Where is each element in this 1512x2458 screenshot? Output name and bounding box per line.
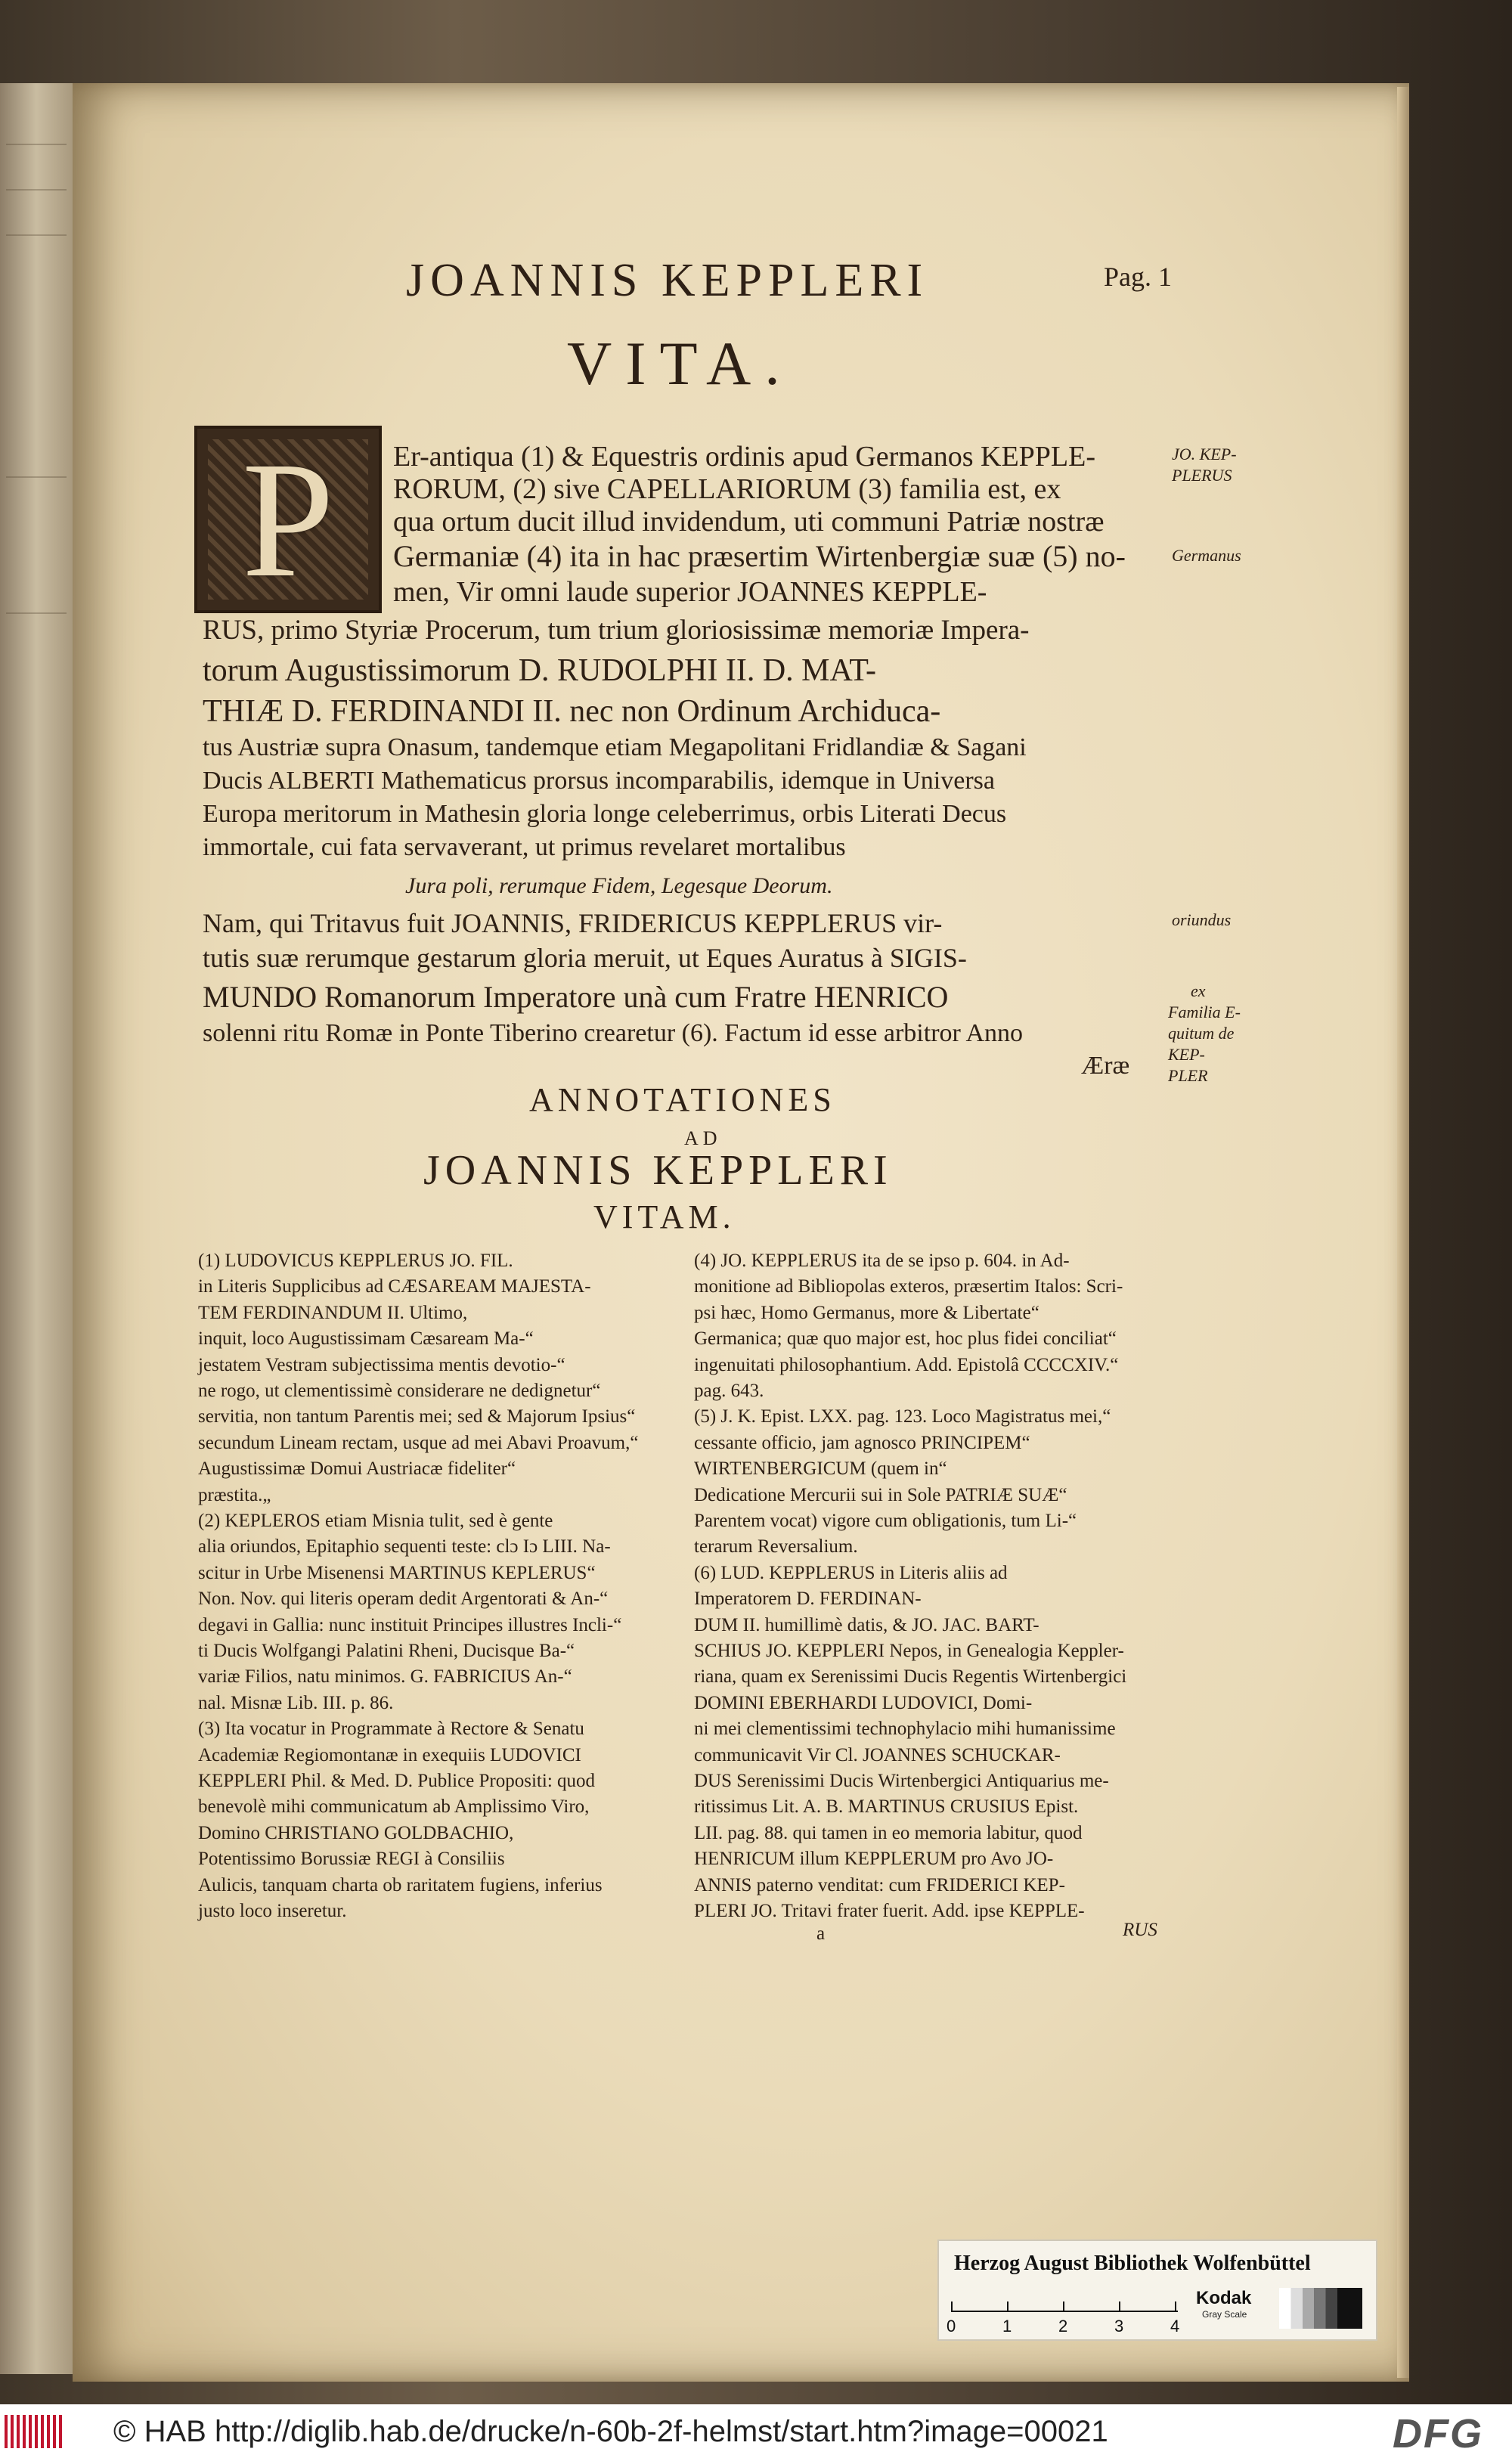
annotation-line: benevolè mihi communicatum ab Amplissimo Viro,: [198, 1796, 590, 1818]
annotation-line: monitione ad Bibliopolas exteros, præsertim Italos: Scri-: [694, 1276, 1123, 1297]
annotation-line: ti Ducis Wolfgangi Palatini Rheni, Ducisque Ba-“: [198, 1641, 575, 1661]
margin-note: KEP-: [1168, 1045, 1205, 1064]
body-line: MUNDO Romanorum Imperatore unà cum Fratre HENRICO: [203, 980, 949, 1014]
annotation-line: ANNIS paterno venditat: cum FRIDERICI KEP-: [694, 1874, 1065, 1895]
annotation-line: (5) J. K. Epist. LXX. pag. 123. Loco Magistratus mei,“: [694, 1406, 1111, 1427]
annotation-line: variæ Filios, natu minimos. G. FABRICIUS An-“: [198, 1666, 572, 1688]
body-line: RORUM, (2) sive CAPELLARIORUM (3) familia est, ex: [393, 473, 1061, 505]
initial-letter: P: [241, 426, 335, 612]
annotation-line: jestatem Vestram subjectissima mentis devotio-“: [198, 1354, 565, 1375]
annotation-line: secundum Lineam rectam, usque ad mei Abavi Proavum,“: [198, 1432, 639, 1453]
annotation-line: præstita.„: [198, 1484, 271, 1505]
margin-note: ex: [1191, 981, 1206, 1000]
annotation-line: psi hæc, Homo Germanus, more & Libertate“: [694, 1302, 1040, 1323]
page-subtitle: VITA.: [567, 329, 794, 398]
annotation-line: in Literis Supplicibus ad CÆSAREAM MAJESTA-: [198, 1276, 591, 1297]
margin-note: Familia E-: [1168, 1003, 1241, 1021]
page-fore-edge: [1397, 87, 1409, 2378]
scale-number: 0: [947, 2317, 956, 2336]
gray-swatch: [1279, 2288, 1362, 2329]
annotation-line: nal. Misnæ Lib. III. p. 86.: [198, 1692, 394, 1713]
footer-url[interactable]: © HAB http://diglib.hab.de/drucke/n-60b-2f-helmst/start.htm?image=00021: [113, 2415, 1108, 2448]
annotation-line: Parentem vocat) vigore cum obligationis, tum Li-“: [694, 1511, 1077, 1531]
annotations-heading-ad: AD: [684, 1127, 722, 1149]
annotation-line: DUS Serenissimi Ducis Wirtenbergici Antiquarius me-: [694, 1771, 1109, 1791]
annotation-line: cessante officio, jam agnosco PRINCIPEM“: [694, 1432, 1030, 1453]
body-line: THIÆ D. FERDINANDI II. nec non Ordinum Archiduca-: [203, 694, 941, 729]
body-line: immortale, cui fata servaverant, ut primus revelaret mortalibus: [203, 833, 846, 861]
annotation-line: pag. 643.: [694, 1381, 764, 1401]
annotation-line: communicavit Vir Cl. JOANNES SCHUCKAR-: [694, 1744, 1061, 1765]
hab-logo-icon: [5, 2415, 65, 2448]
annotation-line: HENRICUM illum KEPPLERUM pro Avo JO-: [694, 1849, 1054, 1870]
annotation-line: Domino CHRISTIANO GOLDBACHIO,: [198, 1822, 514, 1843]
annotation-line: Imperatorem D. FERDINAN-: [694, 1589, 922, 1610]
color-target: [937, 2239, 1377, 2341]
annotation-line: TEM FERDINANDUM II. Ultimo,: [198, 1302, 468, 1323]
body-line: torum Augustissimorum D. RUDOLPHI II. D. MAT-: [203, 653, 876, 688]
annotation-line: riana, quam ex Serenissimi Ducis Regentis Wirtenbergici: [694, 1666, 1127, 1688]
body-line: Ducis ALBERTI Mathematicus prorsus incomparabilis, idemque in Universa: [203, 767, 995, 795]
annotation-line: justo loco inseretur.: [198, 1901, 347, 1921]
annotation-line: Non. Nov. qui literis operam dedit Argentorati & An-“: [198, 1589, 609, 1610]
annotation-line: Aulicis, tanquam charta ob raritatem fugiens, inferius: [198, 1874, 603, 1895]
annotation-line: degavi in Gallia: nunc instituit Principes illustres Incli-“: [198, 1614, 622, 1635]
margin-note: quitum de: [1168, 1024, 1235, 1043]
margin-note: PLER: [1168, 1066, 1208, 1085]
annotation-line: scitur in Urbe Misenensi MARTINUS KEPLERUS“: [198, 1562, 596, 1583]
scale-number: 4: [1170, 2317, 1180, 2336]
footer-bar: [0, 2404, 1512, 2458]
annotations-heading-name: JOANNIS KEPPLERI: [423, 1147, 893, 1194]
body-line: Nam, qui Tritavus fuit JOANNIS, FRIDERICUS KEPPLERUS vir-: [203, 908, 943, 938]
annotation-line: (3) Ita vocatur in Programmate à Rectore & Senatu: [198, 1719, 584, 1740]
annotation-line: (6) LUD. KEPPLERUS in Literis aliis ad: [694, 1562, 1008, 1583]
body-line: solenni ritu Romæ in Ponte Tiberino crearetur (6). Factum id esse arbitror Anno: [203, 1019, 1024, 1047]
annotation-line: Dedicatione Mercurii sui in Sole PATRIÆ SUÆ“: [694, 1484, 1067, 1505]
annotation-line: DUM II. humillimè datis, & JO. JAC. BART-: [694, 1614, 1040, 1635]
body-line: Æræ: [1081, 1052, 1130, 1080]
scale-line: [951, 2311, 1178, 2312]
gray-scale-label: Gray Scale: [1202, 2309, 1247, 2320]
scale-number: 1: [1002, 2317, 1012, 2336]
body-line: men, Vir omni laude superior JOANNES KEPPLE-: [393, 576, 987, 608]
annotation-line: DOMINI EBERHARDI LUDOVICI, Domi-: [694, 1692, 1033, 1713]
body-line: tus Austriæ supra Onasum, tandemque etiam Megapolitani Fridlandiæ & Sagani: [203, 733, 1027, 761]
annotation-line: Potentissimo Borussiæ REGI à Consiliis: [198, 1849, 505, 1870]
body-line: Er-antiqua (1) & Equestris ordinis apud Germanos KEPPLE-: [393, 441, 1095, 473]
annotation-line: Germanica; quæ quo major est, hoc plus fidei conciliat“: [694, 1328, 1117, 1350]
margin-note: oriundus: [1172, 910, 1232, 929]
annotation-line: Augustissimæ Domui Austriacæ fideliter“: [198, 1458, 516, 1480]
margin-note: PLERUS: [1172, 466, 1232, 485]
annotation-line: PLERI JO. Tritavi frater fuerit. Add. ipse KEPPLE-: [694, 1901, 1085, 1921]
annotation-line: Academiæ Regiomontanæ in exequiis LUDOVICI: [198, 1744, 581, 1765]
annotation-line: alia oriundos, Epitaphio sequenti teste: clɔ Iɔ LIII. Na-: [198, 1536, 611, 1558]
body-line: qua ortum ducit illud invidendum, uti communi Patriæ nostræ: [393, 506, 1105, 538]
annotation-line: SCHIUS JO. KEPPLERI Nepos, in Genealogia Keppler-: [694, 1641, 1124, 1661]
annotation-line: ingenuitati philosophantium. Add. Epistolâ CCCCXIV.“: [694, 1354, 1119, 1375]
margin-note: Germanus: [1172, 546, 1241, 565]
quote-line: Jura poli, rerumque Fidem, Legesque Deorum.: [405, 873, 833, 898]
body-line: Europa meritorum in Mathesin gloria longe celeberrimus, orbis Literati Decus: [203, 800, 1007, 828]
annotation-line: ne rogo, ut clementissimè considerare ne dedignetur“: [198, 1381, 601, 1401]
target-title: Herzog August Bibliothek Wolfenbüttel: [954, 2252, 1311, 2275]
annotation-line: (4) JO. KEPPLERUS ita de se ipso p. 604. in Ad-: [694, 1251, 1070, 1271]
catchword: RUS: [1123, 1920, 1157, 1940]
annotation-line: inquit, loco Augustissimam Cæsaream Ma-“: [198, 1328, 534, 1350]
decorated-initial: [194, 426, 382, 613]
body-line: RUS, primo Styriæ Procerum, tum trium gloriosissimæ memoriæ Impera-: [203, 615, 1030, 646]
annotation-line: terarum Reversalium.: [694, 1536, 858, 1558]
annotations-heading-vitam: VITAM.: [593, 1198, 736, 1235]
annotation-line: (2) KEPLEROS etiam Misnia tulit, sed è gente: [198, 1511, 553, 1531]
annotation-line: servitia, non tantum Parentis mei; sed & Majorum Ipsius“: [198, 1406, 636, 1427]
signature-mark: a: [816, 1923, 826, 1944]
page-number: Pag. 1: [1104, 262, 1172, 292]
scale-number: 3: [1114, 2317, 1124, 2336]
dfg-logo: DFG: [1393, 2411, 1483, 2456]
body-line: tutis suæ rerumque gestarum gloria meruit, ut Eques Auratus à SIGIS-: [203, 943, 967, 973]
page-title: JOANNIS KEPPLERI: [406, 255, 929, 306]
annotation-line: LII. pag. 88. qui tamen in eo memoria labitur, quod: [694, 1822, 1083, 1843]
annotation-line: ritissimus Lit. A. B. MARTINUS CRUSIUS Epist.: [694, 1796, 1079, 1818]
annotation-line: (1) LUDOVICUS KEPPLERUS JO. FIL.: [198, 1251, 513, 1271]
annotations-heading: ANNOTATIONES: [529, 1081, 836, 1118]
annotation-line: WIRTENBERGICUM (quem in“: [694, 1458, 947, 1480]
annotation-line: KEPPLERI Phil. & Med. D. Publice Propositi: quod: [198, 1771, 596, 1791]
margin-note: JO. KEP-: [1172, 445, 1237, 463]
scale-number: 2: [1058, 2317, 1068, 2336]
body-line: Germaniæ (4) ita in hac præsertim Wirtenbergiæ suæ (5) no-: [393, 539, 1126, 573]
annotation-line: ni mei clementissimi technophylacio mihi humanissime: [694, 1719, 1116, 1740]
kodak-label: Kodak: [1196, 2288, 1252, 2308]
